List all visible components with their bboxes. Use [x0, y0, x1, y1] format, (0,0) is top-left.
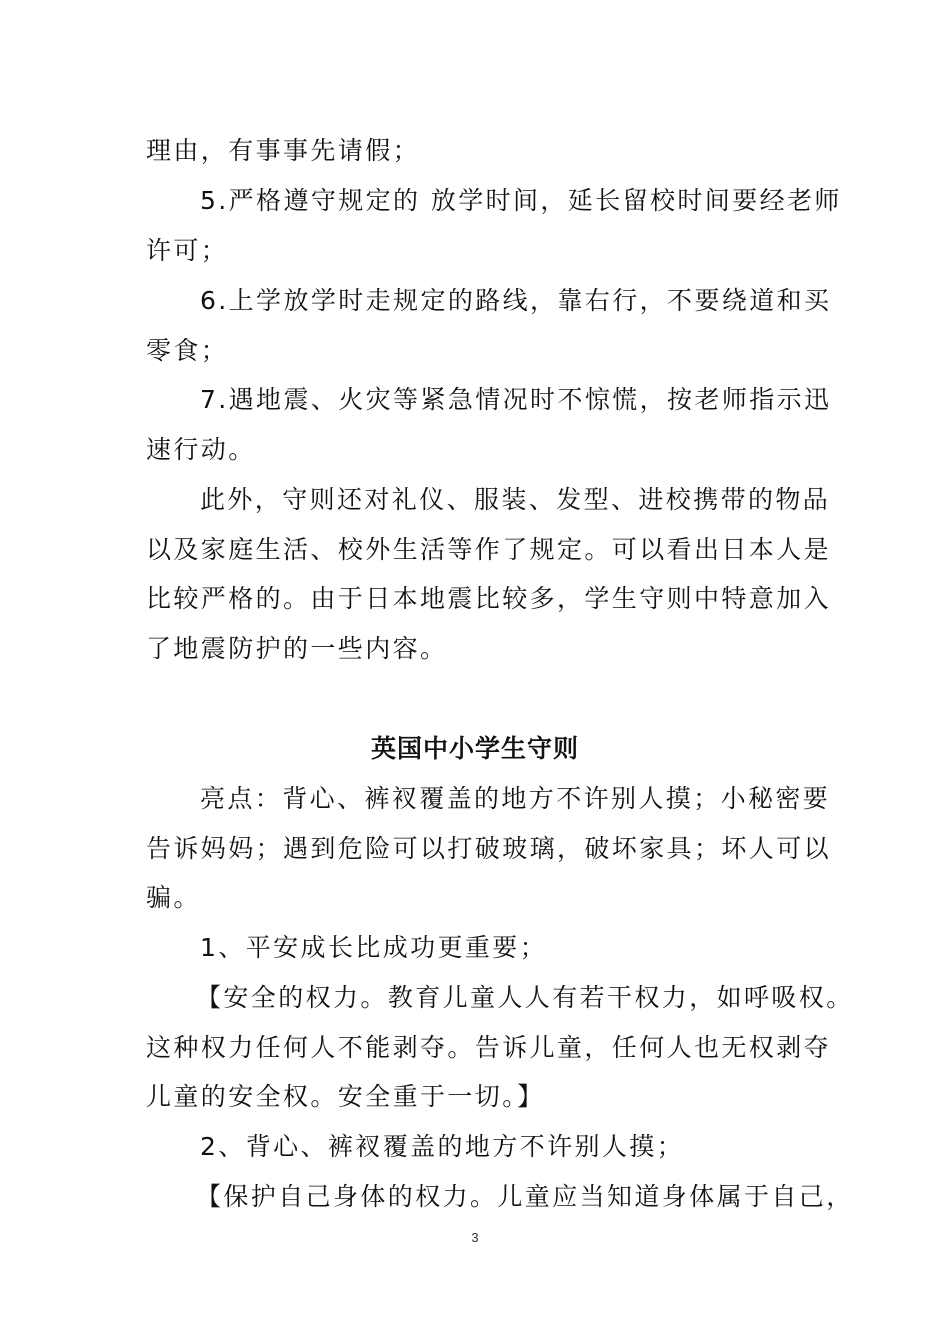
- text-line: 【保护自己身体的权力。儿童应当知道身体属于自己，: [196, 1182, 854, 1211]
- text-line: 速行动。: [146, 435, 256, 464]
- text-line: 以及家庭生活、校外生活等作了规定。可以看出日本人是: [146, 535, 832, 564]
- text-line: 理由，有事事先请假；: [146, 136, 421, 165]
- text-line: 7.遇地震、火灾等紧急情况时不惊慌，按老师指示迅: [200, 385, 832, 414]
- section-title: 英国中小学生守则: [370, 734, 579, 763]
- text-line: 这种权力任何人不能剥夺。告诉儿童，任何人也无权剥夺: [146, 1033, 832, 1062]
- text-line: 告诉妈妈；遇到危险可以打破玻璃，破坏家具；坏人可以: [146, 834, 832, 863]
- text-line: 许可；: [146, 236, 229, 265]
- text-line: 2、背心、裤衩覆盖的地方不许别人摸；: [200, 1132, 685, 1161]
- text-line: 儿童的安全权。安全重于一切。】: [146, 1082, 545, 1111]
- text-line: 零食；: [146, 336, 229, 365]
- text-line: 了地震防护的一些内容。: [146, 634, 448, 663]
- text-line: 6.上学放学时走规定的路线，靠右行，不要绕道和买: [200, 286, 832, 315]
- text-line: 【安全的权力。教育儿童人人有若干权力，如呼吸权。: [196, 983, 854, 1012]
- text-line: 亮点：背心、裤衩覆盖的地方不许别人摸；小秘密要: [200, 784, 831, 813]
- text-line: 1、平安成长比成功更重要；: [200, 933, 548, 962]
- text-line: 骗。: [146, 883, 201, 912]
- text-line: 5.严格遵守规定的 放学时间，延长留校时间要经老师: [200, 186, 842, 215]
- text-line: 比较严格的。由于日本地震比较多，学生守则中特意加入: [146, 584, 832, 613]
- page-number: 3: [471, 1230, 479, 1245]
- text-line: 此外，守则还对礼仪、服装、发型、进校携带的物品: [200, 485, 831, 514]
